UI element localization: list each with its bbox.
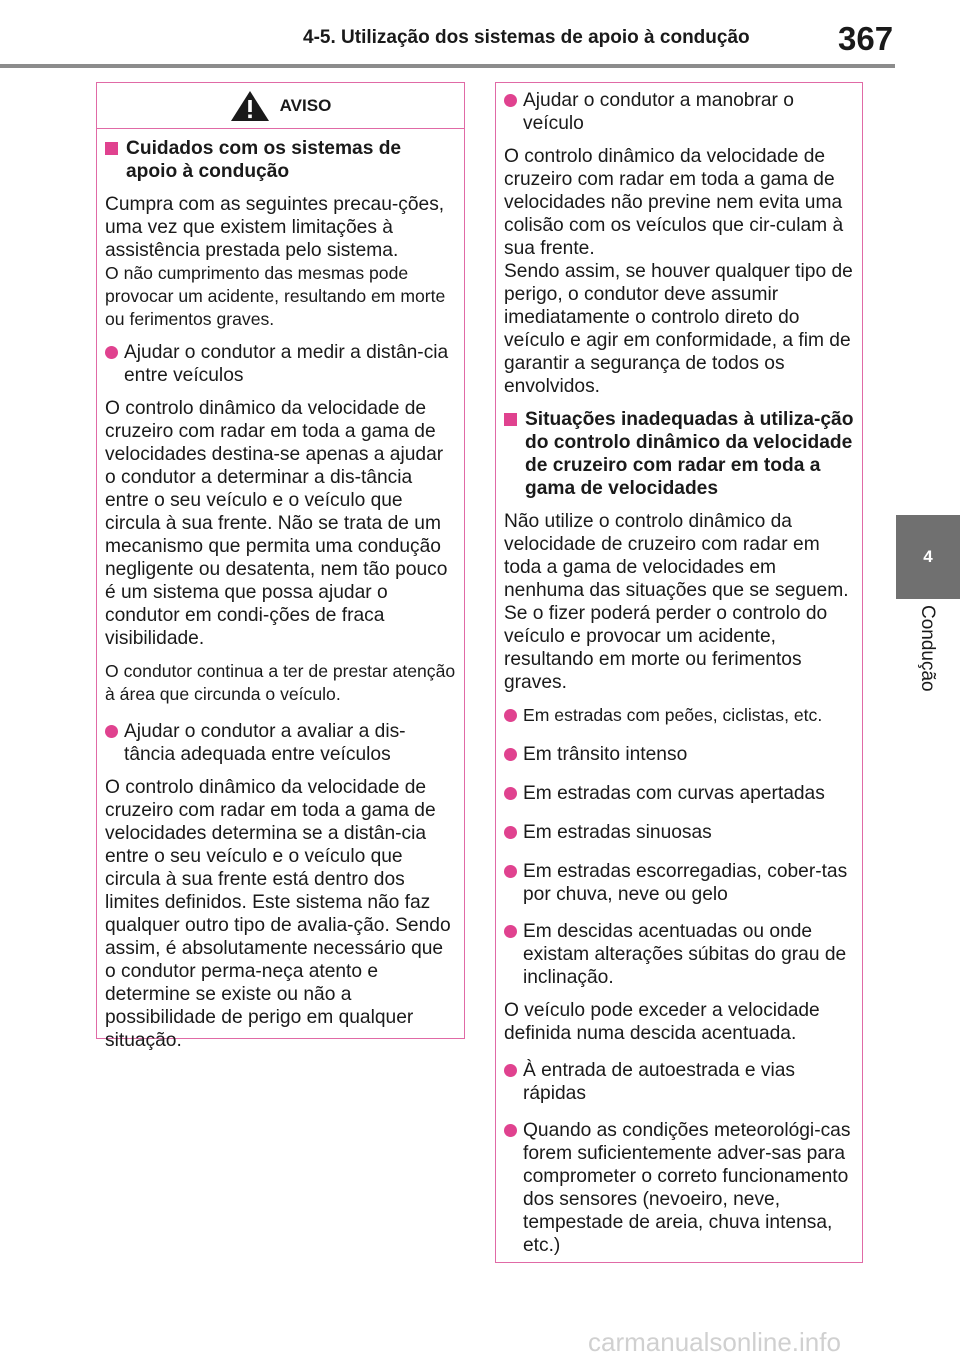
warning-label: AVISO [279, 95, 332, 115]
list-item [105, 720, 456, 766]
list-item-text: Em trânsito intenso [523, 744, 688, 765]
list-item-text: Em descidas acentuadas ou onde existam alterações súbitas do grau de inclinação. [523, 921, 847, 988]
list-item-text: Em estradas escorregadias, cober-tas por chuva, neve ou gelo [523, 861, 848, 905]
bullet-dot-icon [504, 94, 517, 107]
paragraph: Cumpra com as seguintes precau-ções, uma vez que existem limitações à assistência prestada pelo sistema. [105, 194, 445, 261]
paragraph: O controlo dinâmico da velocidade de cruzeiro com radar em toda a gama de velocidades não previne nem evita uma colisão com os veículos que cir-culam à sua frente. [504, 146, 844, 259]
page-number: 367 [838, 20, 894, 57]
list-item-text: Em estradas com curvas apertadas [523, 783, 825, 804]
list-item [504, 782, 854, 805]
warning-triangle-icon [230, 90, 270, 122]
list-item-text: Em estradas com peões, ciclistas, etc. [523, 705, 823, 725]
bullet-dot-icon [504, 865, 517, 878]
paragraph: O condutor continua a ter de prestar atenção à área que circunda o veículo. [105, 661, 456, 704]
list-item-text: Em estradas sinuosas [523, 822, 712, 843]
chapter-label: Condução [917, 605, 938, 692]
bullet-dot-icon [504, 925, 517, 938]
bullet-dot-icon [504, 826, 517, 839]
header-rule [0, 64, 895, 68]
warning-box-left [96, 82, 465, 1051]
paragraph: O não cumprimento das mesmas pode provocar um acidente, resultando em morte ou ferimentos graves. [105, 263, 446, 329]
list-item [504, 89, 854, 135]
list-item [504, 920, 854, 989]
list-item-text: À entrada de autoestrada e vias rápidas [523, 1060, 796, 1104]
page-header [0, 0, 960, 70]
list-item [504, 1059, 854, 1105]
list-item [504, 860, 854, 906]
paragraph: Não utilize o controlo dinâmico da velocidade de cruzeiro com radar em toda a gama de velocidades em nenhuma das situações que se seguem. Se o fizer poderá perder o controlo do veículo e provocar um acidente, resultando em morte ou ferimentos graves. [504, 511, 849, 693]
subheading-text: Situações inadequadas à utiliza-ção do controlo dinâmico da velocidade de cruzeiro com radar em toda a gama de velocidades [525, 409, 854, 499]
bullet-dot-icon [105, 725, 118, 738]
warning-content-right [496, 83, 862, 1257]
list-item-text: Ajudar o condutor a medir a distân-cia entre veículos [124, 342, 449, 386]
list-item [105, 341, 456, 387]
square-bullet-icon [105, 142, 118, 155]
bullet-dot-icon [504, 748, 517, 761]
subheading-text: Cuidados com os sistemas de apoio à condução [126, 138, 402, 182]
list-item [504, 821, 854, 844]
subheading [105, 137, 456, 183]
chapter-number: 4 [923, 547, 933, 566]
list-item-text: Ajudar o condutor a manobrar o veículo [523, 90, 794, 134]
warning-box-right [495, 82, 863, 1263]
bullet-dot-icon [504, 1124, 517, 1137]
bullet-dot-icon [504, 709, 517, 722]
paragraph: O veículo pode exceder a velocidade definida numa descida acentuada. [504, 1000, 820, 1044]
list-item-text: Ajudar o condutor a avaliar a dis-tância adequada entre veículos [124, 721, 406, 765]
paragraph: Sendo assim, se houver qualquer tipo de perigo, o condutor deve assumir imediatamente o controlo direto do veículo e agir em conformidade, a fim de garantir a segurança de todos os envolvidos. [504, 261, 853, 397]
list-item [504, 1119, 854, 1257]
bullet-dot-icon [504, 1064, 517, 1077]
warning-content-left [97, 129, 464, 1052]
chapter-tab[interactable] [896, 515, 960, 599]
square-bullet-icon [504, 413, 517, 426]
bullet-dot-icon [105, 346, 118, 359]
footer-watermark: carmanualsonline.info [588, 1327, 841, 1357]
list-item [504, 704, 854, 727]
warning-header [97, 83, 464, 129]
paragraph: O controlo dinâmico da velocidade de cruzeiro com radar em toda a gama de velocidades destina-se apenas a ajudar o condutor a determinar a dis-tância entre o seu veículo e o veículo que circula à sua frente. Não se trata de um mecanismo que permita uma condução negligente ou desatenta, nem tão pouco é um sistema que possa ajudar o condutor em condi-ções de fraca visibilidade. [105, 398, 448, 649]
subheading [504, 408, 854, 500]
paragraph: O controlo dinâmico da velocidade de cruzeiro com radar em toda a gama de velocidades determina se a distân-cia entre o seu veículo e o veículo que circula à sua frente está dentro dos limites definidos. Este sistema não faz qualquer outro tipo de avalia-ção. Sendo assim, é absolutamente necessário que o condutor perma-neça atento e determine se existe ou não a possibilidade de perigo em qualquer situação. [105, 777, 451, 1051]
section-title: 4-5. Utilização dos sistemas de apoio à condução [303, 27, 750, 48]
list-item-text: Quando as condições meteorológi-cas forem suficientemente adver-sas para comprometer o correto funcionamento dos sensores (nevoeiro, neve, tempestade de areia, chuva intensa, etc.) [523, 1120, 851, 1256]
bullet-dot-icon [504, 787, 517, 800]
list-item [504, 743, 854, 766]
